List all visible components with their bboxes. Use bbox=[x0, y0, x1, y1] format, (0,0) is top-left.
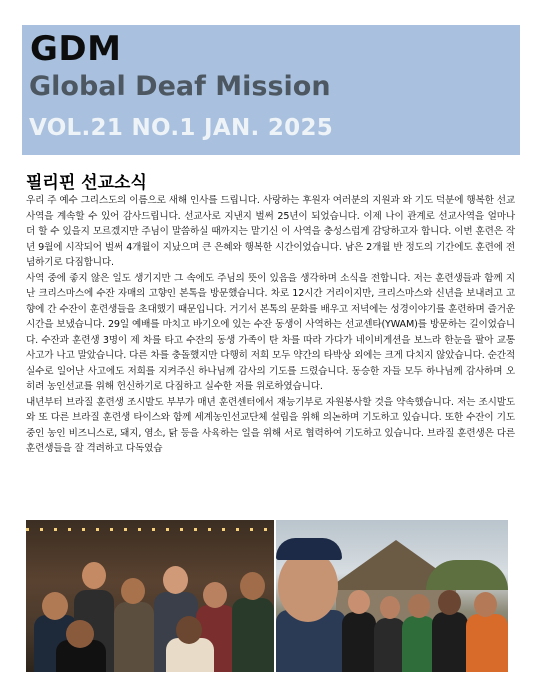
newsletter-subtitle: Global Deaf Mission bbox=[29, 71, 331, 102]
article-body bbox=[26, 193, 515, 457]
issue-line: VOL.21 NO.1 JAN. 2025 bbox=[29, 115, 334, 141]
article-paragraph: 사역 중에 좋지 않은 일도 생기지만 그 속에도 주님의 뜻이 있음을 생각하며 소식을 전합니다. 저는 훈련생들과 함께 지난 크리스마스에 수잔 자매의 고향인 본톡을 방문했습니다. 차로 12시간 거리이지만, 크리스마스와 신년을 보내려고 고향에 간 수잔이 훈련생들을 초대했기 때문입니다. 거기서 본톡의 문화를 배우고 저녁에는 성경이야기를 훈련하며 즐거운 시간을 보냈습니다. 29일 예배를 마치고 바기오에 있는 수잔 동생이 사역하는 선교센타(YWAM)를 방문하는 길이었습니다. 수잔과 훈련생 3명이 제 차를 타고 수잔의 동생 가족이 탄 차를 따라 가다가 네이비게션을 보느라 한눈을 팔아 교통사고가 나고 말았습니다. 다른 차를 충돌했지만 다행히 저희 모두 약간의 타박상 외에는 크게 다치지 않았습니다. 순간적 실수로 일어난 사고에도 저희를 지켜주신 하나님께 감사의 기도를 드렸습니다. 동승한 자들 모두 하나님께 감사하며 오히려 농인선교를 위해 헌신하기로 다짐하고 실수한 저를 위로하였습니다. bbox=[26, 272, 515, 392]
article-paragraph: 우리 주 예수 그리스도의 이름으로 새해 인사를 드립니다. 사랑하는 후원자 여러분의 지원과 와 기도 덕분에 행복한 선교사역을 계속할 수 있어 감사드립니다. 선교사로 지낸지 벌써 25년이 되었습니다. 이제 나이 관계로 선교사역을 얼마나 더 할 수 있을지 모르겠지만 주님이 말씀하실 때까지는 맡기신 이 사역을 충성스럽게 감당하고자 합니다. 이번 훈련은 작년 9월에 시작되어 벌써 4개월이 지났으며 큰 은혜와 행복한 시간이었습니다. 남은 2개월 반 정도의 기간에도 훈련에 전념하기로 다짐합니다. bbox=[26, 195, 515, 268]
group-photo-outdoor bbox=[276, 520, 508, 672]
newsletter-title: GDM bbox=[30, 29, 122, 69]
group-photo-night bbox=[26, 520, 274, 672]
masthead-banner bbox=[22, 25, 520, 155]
article-paragraph: 내년부터 브라질 훈련생 조시발도 부부가 매년 훈련센터에서 재능기부로 자원봉사할 것을 약속했습니다. 저는 조시발도와 또 다른 브라질 훈련생 타이스와 함께 세계농인선교단체 설립을 위해 의논하며 기도하고 있습니다. 또한 수잔이 기도 중인 농인 비즈니스로, 돼지, 염소, 닭 등을 사육하는 일을 위해 서로 협력하여 기도하고 있습니다. 브라질 훈련생은 다른 훈련생들을 잘 격려하고 다독였습 bbox=[26, 396, 515, 454]
section-title: 필리핀 선교소식 bbox=[26, 173, 147, 193]
